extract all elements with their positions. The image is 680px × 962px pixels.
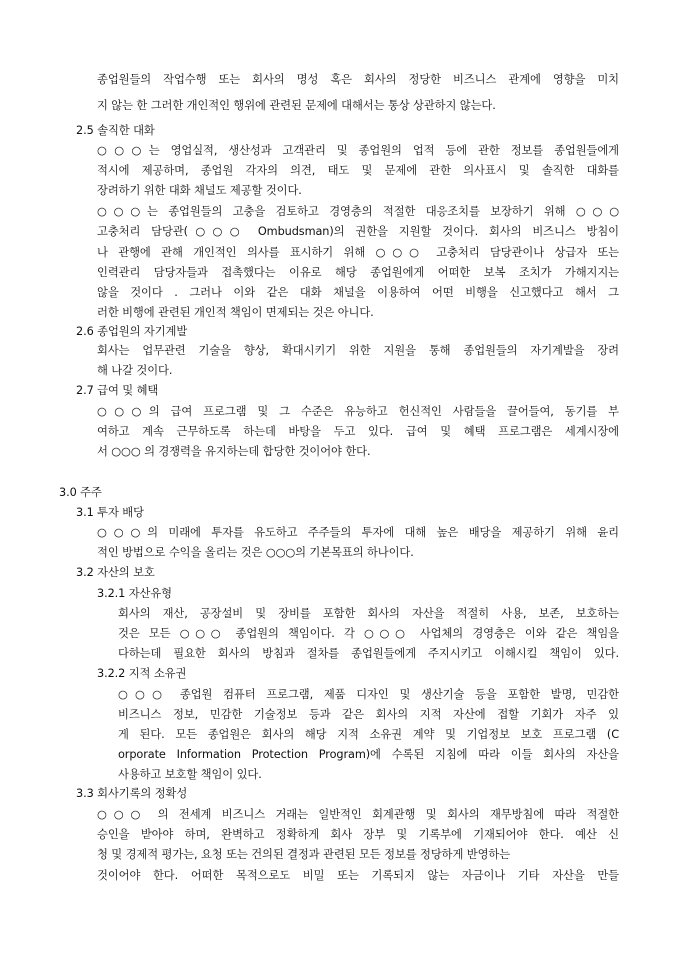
section-heading-3-1: 3.1 투자 배당 [76, 506, 144, 519]
paragraph-line: ○○○ 의 전세계 비즈니스 거래는 일반적인 회계관행 및 회사의 재무방침에 따라 적절한 [97, 808, 619, 821]
paragraph-line: 인력관리 담당자들과 접촉했다는 이유로 해당 종업원에게 어떠한 보복 조치가 가해지지는 [97, 266, 619, 279]
section-heading-2-5: 2.5 솔직한 대화 [76, 124, 155, 137]
paragraph-line: 고충처리 담당관(○○○ Ombudsman)의 권한을 지원할 것이다. 회사의 비즈니스 방침이 [97, 225, 619, 238]
paragraph-line: 사용하고 보호할 책임이 있다. [118, 768, 262, 781]
paragraph-line: 않을 것이다 . 그러나 이와 같은 대화 채널을 이용하여 어떤 비행을 신고했다고 해서 그 [97, 286, 619, 299]
paragraph-line: 적시에 제공하며, 종업원 각자의 의견, 태도 및 문제에 관한 의사표시 및 솔직한 대화를 [97, 164, 619, 177]
paragraph-line: 것이어야 한다. 어떠한 목적으로도 비밀 또는 기록되지 않는 자금이나 기타 자산을 만들 [97, 869, 619, 882]
paragraph-line: 것은 모든 ○○○ 종업원의 책임이다. 각 ○○○ 사업체의 경영층은 이와 같은 책임을 [118, 627, 619, 640]
section-heading-3-0: 3.0 주주 [59, 486, 102, 499]
paragraph-line: 청 및 경제적 평가는, 요청 또는 건의된 결정과 관련된 모든 정보를 정당하게 반영하는 [97, 848, 511, 861]
paragraph-line: ○○○는 영업실적, 생산성과 고객관리 및 종업원의 업적 등에 관한 정보를 종업원들에게 [97, 144, 619, 157]
section-heading-3-2: 3.2 자산의 보호 [76, 566, 155, 579]
paragraph-line: 여하고 계속 근무하도록 하는데 바탕을 두고 있다. 급여 및 혜택 프로그램은 세계시장에 [97, 425, 619, 438]
paragraph-line: ○○○의 급여 프로그램 및 그 수준은 유능하고 헌신적인 사람들을 끌어들여, 동기를 부 [97, 405, 619, 418]
paragraph-line: ○○○는 종업원들의 고충을 검토하고 경영층의 적절한 대응조치를 보장하기 위해 ○○○ [97, 205, 619, 218]
section-heading-3-2-2: 3.2.2 지적 소유권 [97, 667, 187, 680]
paragraph-line: 종업원들의 작업수행 또는 회사의 명성 혹은 회사의 정당한 비즈니스 관계에 영향을 미치 [97, 73, 619, 86]
paragraph-line: 적인 방법으로 수익을 올리는 것은 ○○○의 기본목표의 하나이다. [97, 546, 414, 559]
paragraph-line: 회사의 재산, 공장설비 및 장비를 포함한 회사의 자산을 적절히 사용, 보존, 보호하는 [118, 607, 619, 620]
paragraph-line: 지 않는 한 그러한 개인적인 행위에 관련된 문제에 대해서는 통상 상관하지 않는다. [97, 99, 496, 112]
paragraph-line: 게 된다. 모든 종업원은 회사의 해당 지적 소유권 계약 및 기업정보 보호 프로그램 (C [118, 728, 619, 741]
paragraph-line: 승인을 받아야 하며, 완벽하고 정확하게 회사 장부 및 기록부에 기재되어야 한다. 예산 신 [97, 828, 619, 841]
paragraph-line: 러한 비행에 관련된 개인적 책임이 면제되는 것은 아니다. [97, 306, 374, 319]
paragraph-line: 서 ○○○ 의 경쟁력을 유지하는데 합당한 것이어야 한다. [97, 445, 371, 458]
section-heading-3-3: 3.3 회사기록의 정확성 [76, 787, 188, 800]
paragraph-line: ○○○의 미래에 투자를 유도하고 주주들의 투자에 대해 높은 배당을 제공하기 위해 윤리 [97, 526, 619, 539]
paragraph-line: orporate Information Protection Program)에 수록된 지침에 따라 이들 회사의 자산을 [118, 748, 619, 761]
section-heading-3-2-1: 3.2.1 자산유형 [97, 587, 172, 600]
section-heading-2-6: 2.6 종업원의 자기계발 [76, 325, 188, 338]
paragraph-line: 해 나갈 것이다. [97, 364, 173, 377]
section-heading-2-7: 2.7 급여 및 혜택 [76, 384, 159, 397]
paragraph-line: 회사는 업무관련 기술을 향상, 확대시키기 위한 지원을 통해 종업원들의 자기계발을 장려 [97, 344, 619, 357]
paragraph-line: 나 관행에 관해 개인적인 의사를 표시하기 위해 ○○○ 고충처리 담당관이나 상급자 또는 [97, 246, 619, 259]
paragraph-line: 장려하기 위한 대화 채널도 제공할 것이다. [97, 184, 302, 197]
paragraph-line: 다하는데 필요한 회사의 방침과 절차를 종업원들에게 주지시키고 이해시킬 책임이 있다. [118, 647, 619, 660]
paragraph-line: 비즈니스 정보, 민감한 기술정보 등과 같은 회사의 지적 자산에 접할 기회가 자주 있 [118, 708, 619, 721]
paragraph-line: ○○○ 종업원 컴퓨터 프로그램, 제품 디자인 및 생산기술 등을 포함한 발명, 민감한 [118, 688, 619, 701]
